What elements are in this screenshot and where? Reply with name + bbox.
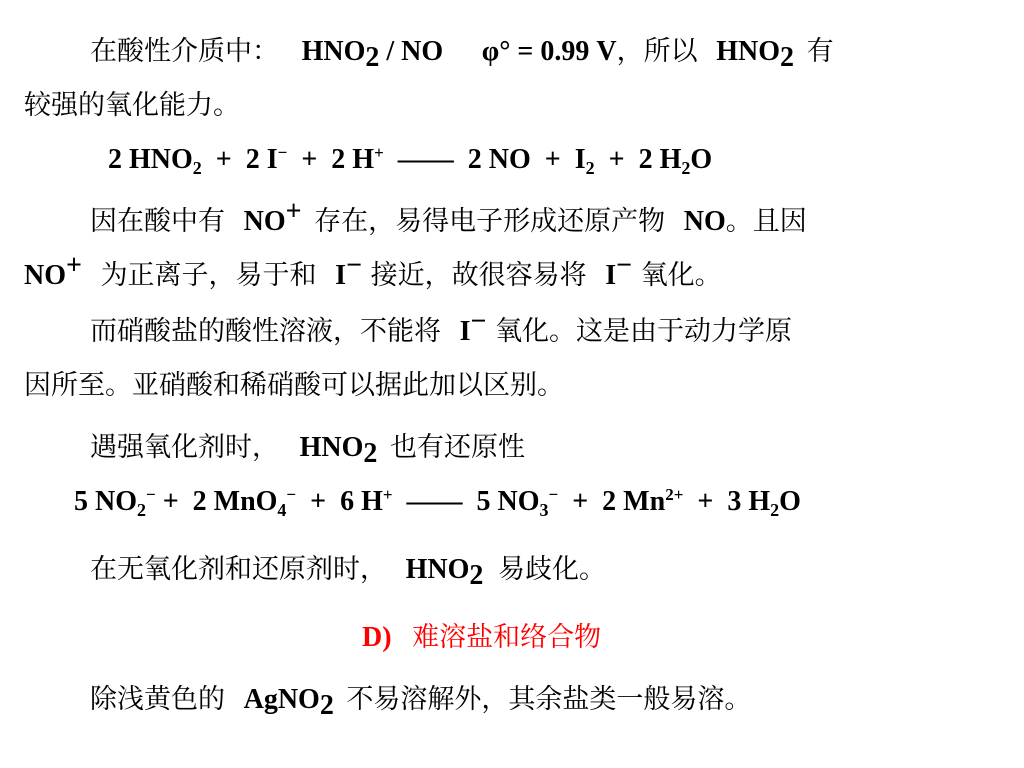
text: 较强的氧化能力。 — [24, 90, 240, 121]
eq-text: + 2 MnO — [155, 486, 278, 517]
formula-text: NO — [24, 260, 66, 291]
eq-text: + 2 Mn — [558, 486, 666, 517]
symbol-phi: φ° — [481, 36, 511, 67]
formula-text: HNO — [405, 554, 470, 585]
text: 遇强氧化剂时， — [90, 432, 279, 463]
text-line-distinguish — [24, 366, 1024, 406]
text: 因在酸中有 — [90, 206, 225, 237]
eq-text: + 6 H — [296, 486, 383, 517]
formula-text: NO — [243, 206, 286, 237]
eq-text: + 2 H — [287, 144, 375, 175]
text: 在无氧化剂和还原剂时， — [90, 554, 387, 585]
superscript: + — [66, 250, 82, 281]
text: ，所以 — [616, 36, 698, 67]
heading-title: 难溶盐和络合物 — [412, 622, 602, 653]
text-line-silver-nitrite — [90, 680, 1024, 720]
eq-text: O — [690, 144, 713, 175]
text: 为正离子，易于和 — [100, 260, 317, 291]
text: 除浅黄色的 — [90, 684, 225, 715]
formula-text: NO — [683, 206, 726, 237]
equation-nitrite-permanganate — [74, 482, 1024, 522]
text: 存在，易得电子形成还原产物 — [314, 206, 666, 237]
text-line-reducing — [90, 428, 1024, 468]
text: 而硝酸盐的酸性溶液，不能将 — [90, 316, 441, 347]
text-line-acid-medium — [90, 32, 1024, 72]
formula-text: = 0.99 V — [510, 36, 617, 67]
subscript: 4 — [277, 500, 287, 520]
equation-hno2-iodide — [108, 140, 1024, 180]
superscript: − — [346, 250, 363, 281]
superscript: − — [470, 306, 487, 337]
text: 。且因 — [725, 206, 807, 237]
formula-text: I — [605, 260, 617, 291]
subscript: 2 — [365, 42, 380, 73]
eq-text: 2 HNO — [108, 144, 193, 175]
formula-text: I — [335, 260, 347, 291]
superscript: + — [374, 143, 384, 162]
superscript: − — [146, 485, 156, 504]
subscript: 2 — [469, 560, 484, 591]
superscript: + — [382, 485, 393, 504]
subscript: 2 — [779, 42, 794, 73]
section-heading — [362, 618, 1024, 658]
superscript: 2+ — [665, 485, 684, 504]
eq-text: O — [779, 486, 801, 517]
text-line-oxidizing-ability — [24, 86, 1024, 126]
text: 因所至。亚硝酸和稀硝酸可以据此加以区别。 — [24, 370, 564, 401]
subscript: 3 — [539, 500, 549, 520]
text: 易歧化。 — [497, 554, 606, 585]
superscript: − — [548, 485, 559, 504]
subscript: 2 — [770, 500, 780, 520]
text-line-no-plus — [90, 196, 1024, 242]
subscript: 2 — [363, 438, 378, 469]
text: 氧化。 — [640, 260, 722, 291]
text: 也有还原性 — [389, 432, 525, 463]
subscript: 2 — [681, 158, 691, 178]
formula-text: I — [459, 316, 471, 347]
eq-text: 5 NO — [74, 486, 137, 517]
subscript: 2 — [137, 500, 146, 520]
text-line-positive-ion — [24, 250, 1024, 296]
text: 不易溶解外，其余盐类一般易溶。 — [346, 684, 752, 715]
eq-text: —— 2 NO + I — [383, 144, 586, 175]
subscript: 2 — [585, 158, 595, 178]
formula-text: / NO — [379, 36, 444, 67]
superscript: − — [277, 143, 288, 162]
text-line-disproportionation — [90, 550, 1024, 590]
text: 氧化。这是由于动力学原 — [495, 316, 793, 347]
superscript: − — [286, 485, 297, 504]
subscript: 2 — [319, 690, 334, 721]
formula-text: AgNO — [243, 684, 320, 715]
superscript: + — [285, 196, 302, 227]
formula-text: HNO — [299, 432, 364, 463]
eq-text: —— 5 NO — [392, 486, 540, 517]
text: 有 — [806, 36, 834, 67]
formula-text: HNO — [301, 36, 366, 67]
text-line-nitrate — [90, 306, 1024, 352]
subscript: 2 — [192, 158, 202, 178]
eq-text: + 2 I — [201, 144, 278, 175]
superscript: − — [616, 250, 633, 281]
text: 在酸性介质中： — [90, 36, 279, 67]
text: 接近，故很容易将 — [370, 260, 587, 291]
formula-text: HNO — [716, 36, 780, 67]
eq-text: + 2 H — [594, 144, 682, 175]
eq-text: + 3 H — [683, 486, 771, 517]
heading-label: D) — [362, 622, 392, 653]
